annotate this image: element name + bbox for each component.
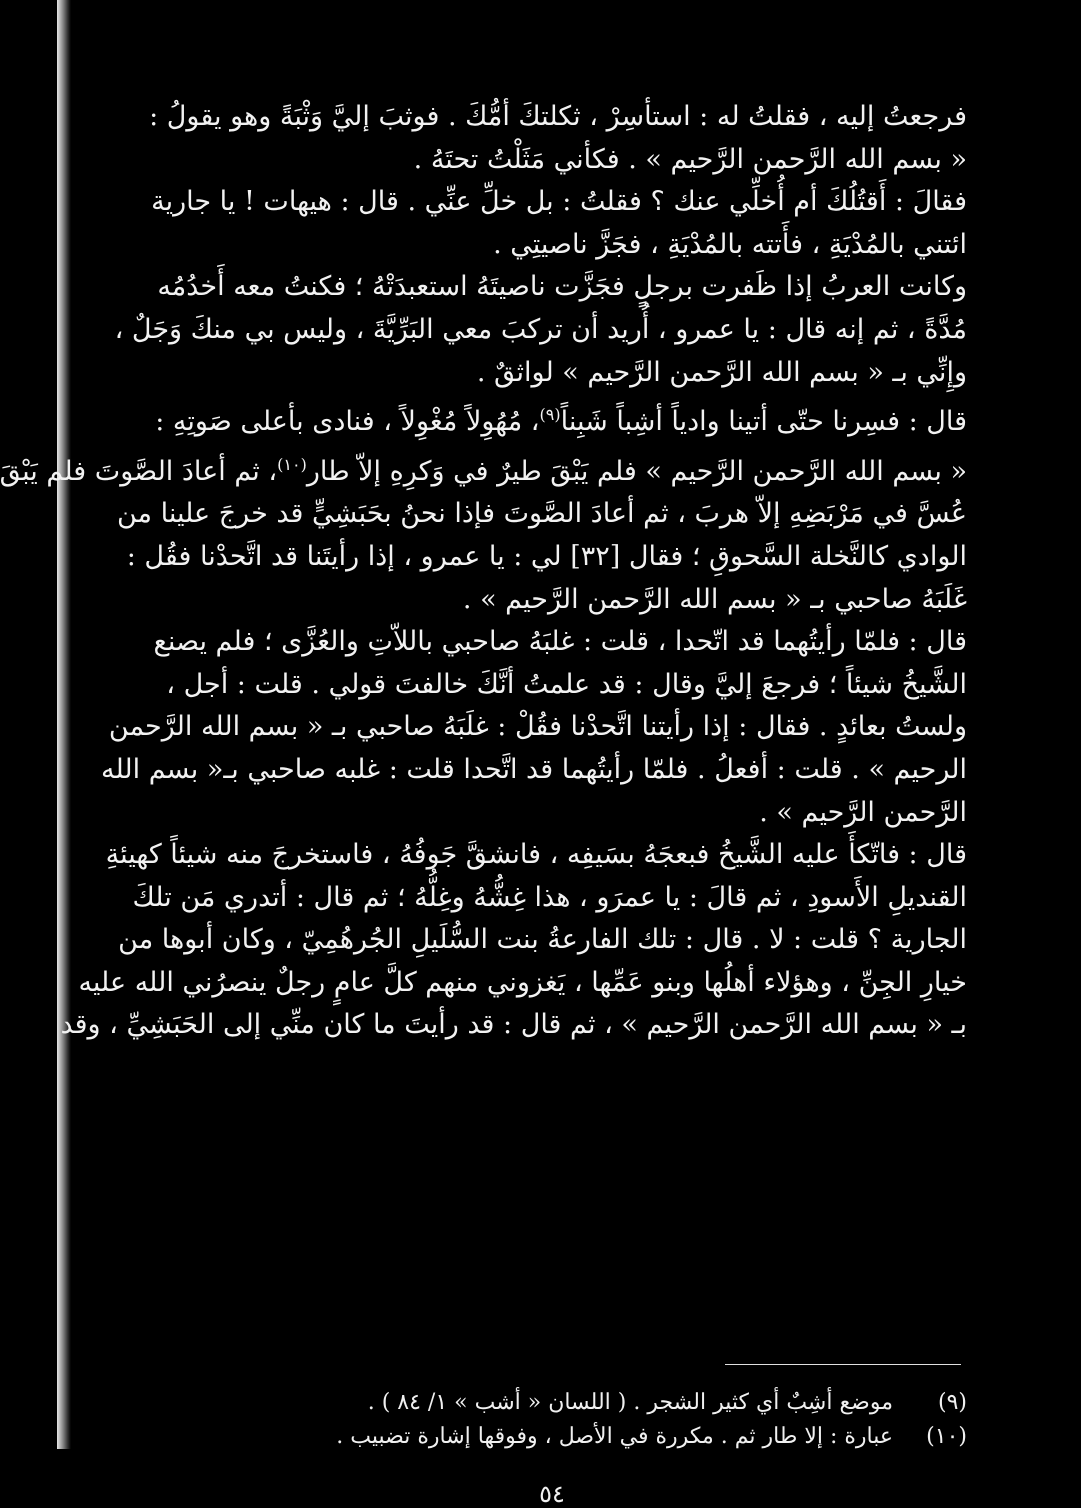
text-line-21: خيارِ الجِنِّ ، وهؤلاء أهلُها وبنو عَمِّها ، يَغزوني منهم كلَّ عامٍ رجلٌ ينصرُني الله عليه: [78, 966, 967, 998]
text-line-17: الرَّحمن الرَّحيم » .: [759, 796, 967, 828]
text-line-3: فقالَ : أَقتُلُكَ أم أُخلِّي عنك ؟ فقلتُ : بل خلِّ عنِّي . قال : هيهات ! يا جارية: [151, 186, 967, 218]
document-page: [0, 96, 967, 1508]
text-line-9-end: ، ثم أعادَ الصَّوتَ فلم يَبْقَ: [0, 455, 278, 487]
text-line-15: ولستُ بعائدٍ . فقال : إذا رأيتنا اتَّحدْنا فقُلْ : غلَبَهُ صاحبي بـ « بسم الله الرَّحمن: [108, 711, 967, 743]
text-line-2: « بسم الله الرَّحمن الرَّحيم » . فكأني مَثَلْتُ تحتَهُ .: [413, 143, 967, 175]
page-binding-edge: [57, 0, 71, 1449]
footnote-9-number: (٩): [937, 1390, 967, 1415]
footnote-separator: [725, 1364, 961, 1365]
footnote-ref-9: (٩): [539, 405, 561, 425]
text-line-8: [137, 394, 967, 444]
text-line-18: قال : فاتّكأَ عليه الشَّيخُ فبعجَهُ بسَيفِه ، فانشقَّ جَوفُهُ ، فاستخرجَ منه شيئاً كهيئةِ: [105, 839, 967, 871]
text-line-13: قال : فلمّا رأيتُهما قد اتّحدا ، قلت : غلبَهُ صاحبي باللاّتِ والعُزَّى ؛ فلم يصنع: [153, 626, 967, 658]
text-line-11: الوادي كالنَّخلة السَّحوقِ ؛ فقال [٣٢] لي : يا عمرو ، إذا رأيتَنا قد اتَّحدْنا فقُل :: [126, 540, 967, 572]
text-line-8-start: قال : فسِرنا حتّى أتينا وادياً أشِباً شَبِناً: [560, 406, 967, 438]
text-line-22: بـ « بسم الله الرَّحمن الرَّحيم » ، ثم قال : قد رأيتَ ما كان منِّي إلى الحَبَشِيِّ ، وقد: [60, 1009, 967, 1041]
text-line-14: الشَّيخُ شيئاً ؛ فرجعَ إليَّ وقال : قد علمتُ أنَّكَ خالفتَ قولي . قلت : أجل ،: [166, 668, 967, 700]
text-line-10: عُسَّ في مَرْبَضِهِ إلاّ هربَ ، ثم أعادَ الصَّوتَ فإذا نحنُ بحَبَشِيٍّ قد خرجَ علينا من: [117, 498, 967, 530]
text-line-7: وإِنِّي بـ « بسم الله الرَّحمن الرَّحيم » لواثقٌ .: [476, 356, 967, 388]
footnote-9: [137, 1386, 967, 1420]
text-line-16: الرحيم » . قلت : أفعلُ . فلمّا رأيتُهما قد اتَّحدا قلت : غلبه صاحبي بـ« بسم الله: [100, 753, 967, 785]
footnote-10: [137, 1420, 967, 1454]
text-line-5: وكانت العربُ إذا ظَفرت برجلٍ فجَزَّت ناصيتَهُ استعبدَتْهُ ؛ فكنتُ معه أَخدُمُه: [157, 271, 967, 303]
text-line-12: غَلَبَهُ صاحبي بـ « بسم الله الرَّحمن الرَّحيم » .: [462, 583, 967, 615]
footnote-ref-10: (١٠): [277, 454, 307, 474]
text-line-1: فرجعتُ إليه ، فقلتُ له : استأسِرْ ، ثكلتكَ أمُّكَ . فوثبَ إليَّ وَثْبَةً وهو يقولُ :: [149, 101, 967, 132]
text-line-20: الجارية ؟ قلت : لا . قال : تلك الفارعةُ بنت السُّلَيلِ الجُرهُمِيّ ، وكان أبوها من: [118, 924, 967, 956]
text-line-19: القنديلِ الأَسودِ ، ثم قالَ : يا عمرَو ، هذا غِشُّهُ وغِلُّهُ ؛ ثم قال : أتدري مَن تلكَ: [132, 881, 967, 913]
text-line-8-end: ، مُهُوِلاً مُغْوِلاً ، فنادى بأعلى صَوتِهِ :: [155, 406, 540, 438]
footnote-10-number: (١٠): [926, 1424, 967, 1449]
page-number: ٥٤: [539, 1480, 565, 1508]
footnotes: [137, 1386, 967, 1454]
body-text: [0, 96, 967, 1047]
footnote-9-text: موضع أشِبٌ أي كثير الشجر . ( اللسان « أشب » ١/ ٨٤ ) .: [367, 1390, 893, 1415]
text-line-6: مُدَّةً ، ثم إنه قال : يا عمرو ، أُريد أن تركبَ معي البَرِّيَّةَ ، وليس بي منكَ وَجَلٌ ،: [114, 313, 967, 345]
footnote-10-text: عبارة : إلا طار ثم . مكررة في الأصل ، وفوقها إشارة تضبيب .: [336, 1424, 893, 1449]
text-line-4: ائتني بالمُدْيَةِ ، فأَتته بالمُدْيَةِ ، فجَزَّ ناصيتِي .: [493, 228, 967, 260]
text-line-9: [0, 444, 967, 494]
text-line-9-start: « بسم الله الرَّحمن الرَّحيم » فلم يَبْقَ طيرٌ في وَكرِهِ إلاّ طار: [306, 455, 967, 487]
